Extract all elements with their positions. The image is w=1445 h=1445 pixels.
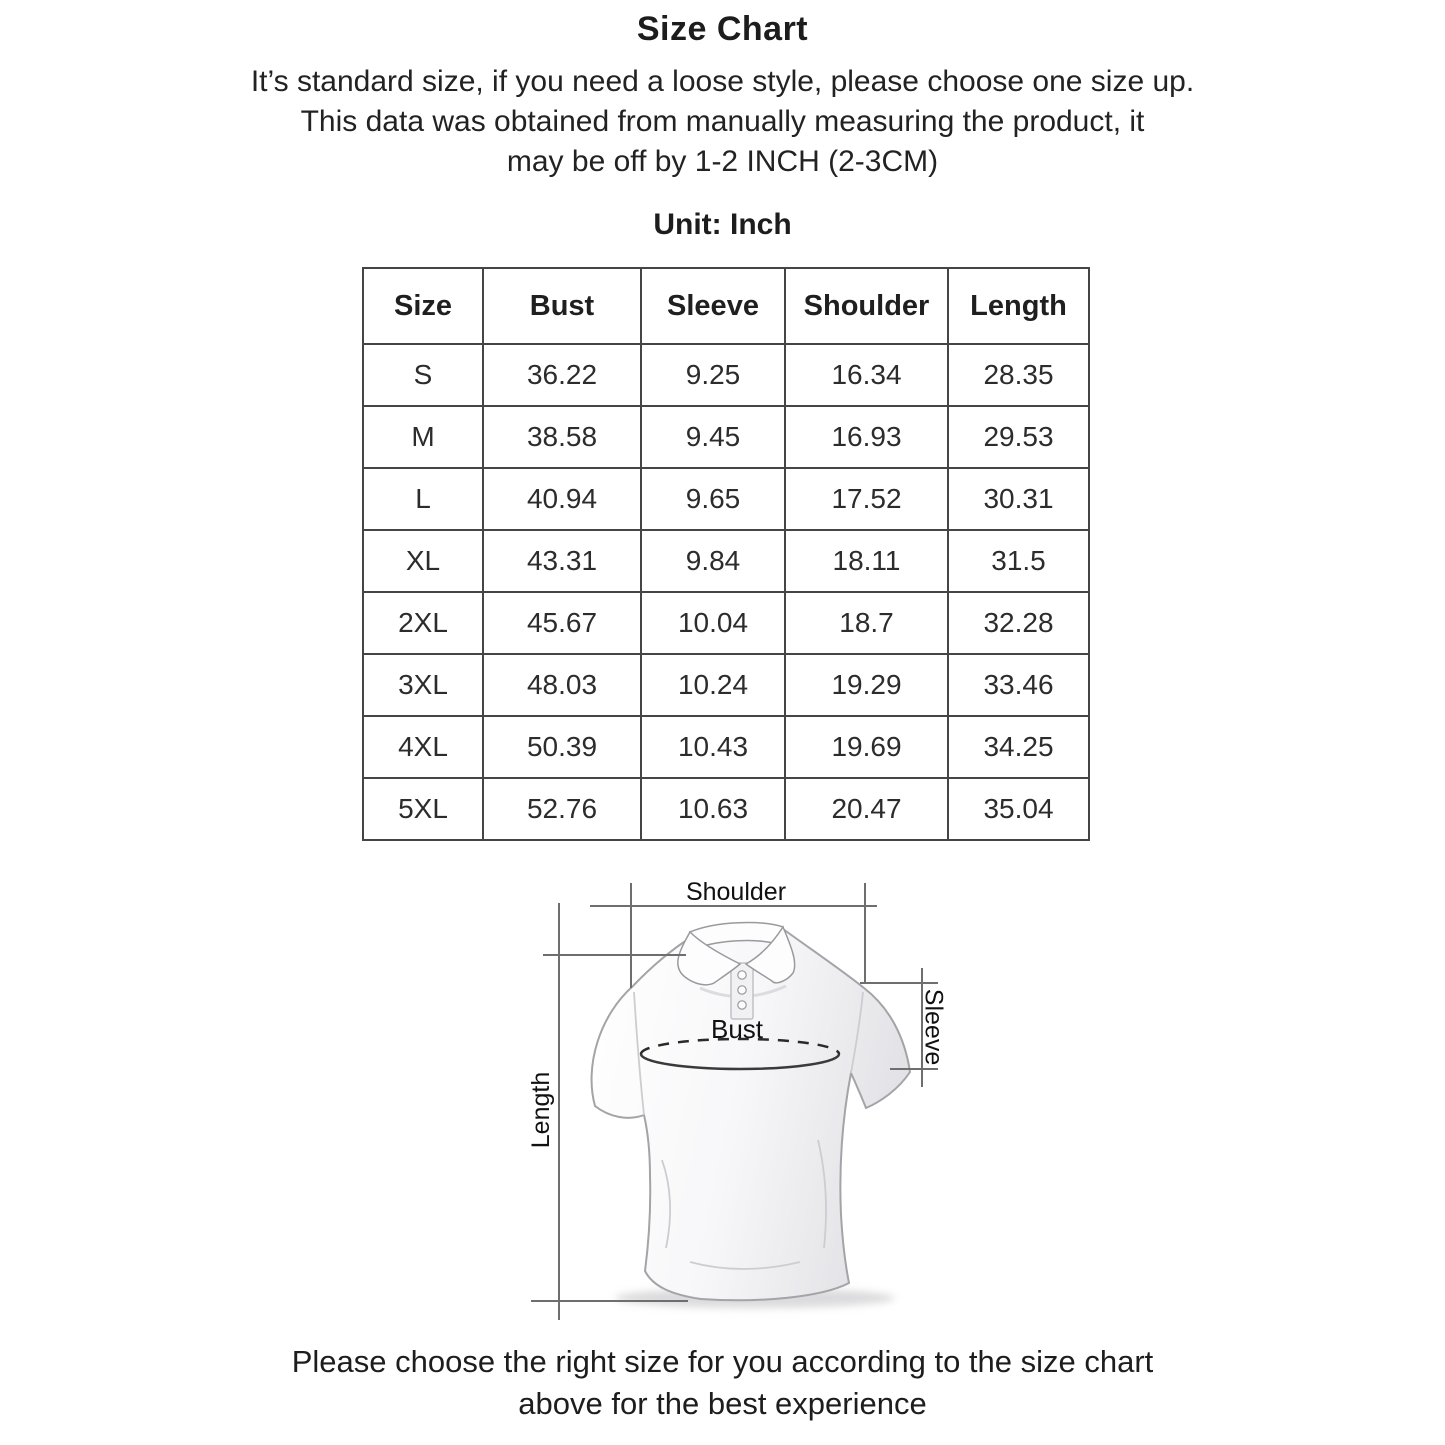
polo-shirt-illustration bbox=[592, 923, 910, 1301]
table-row bbox=[363, 468, 1089, 530]
shirt-buttons bbox=[738, 971, 746, 1009]
intro-line: may be off by 1-2 INCH (2-3CM) bbox=[506, 145, 939, 178]
measurement-cell: 10.24 bbox=[641, 654, 785, 716]
table-row bbox=[363, 592, 1089, 654]
size-cell: 3XL bbox=[363, 654, 483, 716]
intro-line: This data was obtained from manually measuring the product, it bbox=[300, 105, 1145, 138]
shoulder-label: Shoulder bbox=[685, 878, 787, 906]
unit-label: Unit: Inch bbox=[653, 208, 792, 241]
measurement-cell: 36.22 bbox=[483, 344, 641, 406]
footer-line: Please choose the right size for you according to the size chart bbox=[291, 1344, 1154, 1379]
measurement-cell: 38.58 bbox=[483, 406, 641, 468]
measurement-cell: 9.84 bbox=[641, 530, 785, 592]
measurement-cell: 45.67 bbox=[483, 592, 641, 654]
measurement-cell: 33.46 bbox=[948, 654, 1089, 716]
size-cell: M bbox=[363, 406, 483, 468]
shirt-measurement-diagram bbox=[495, 860, 965, 1340]
table-row bbox=[363, 406, 1089, 468]
measurement-cell: 19.69 bbox=[785, 716, 948, 778]
measurement-cell: 10.63 bbox=[641, 778, 785, 840]
measurement-cell: 50.39 bbox=[483, 716, 641, 778]
column-header-size: Size bbox=[363, 268, 483, 344]
table-row bbox=[363, 654, 1089, 716]
size-cell: 2XL bbox=[363, 592, 483, 654]
table-row bbox=[363, 716, 1089, 778]
size-cell: L bbox=[363, 468, 483, 530]
table-row bbox=[363, 530, 1089, 592]
measurement-cell: 31.5 bbox=[948, 530, 1089, 592]
length-label: Length bbox=[526, 1071, 555, 1149]
measurement-cell: 35.04 bbox=[948, 778, 1089, 840]
size-cell: XL bbox=[363, 530, 483, 592]
measurement-cell: 19.29 bbox=[785, 654, 948, 716]
measurement-cell: 30.31 bbox=[948, 468, 1089, 530]
measurement-cell: 34.25 bbox=[948, 716, 1089, 778]
measurement-cell: 9.45 bbox=[641, 406, 785, 468]
table-row bbox=[363, 778, 1089, 840]
size-table bbox=[362, 267, 1090, 841]
measurement-cell: 48.03 bbox=[483, 654, 641, 716]
table-row bbox=[363, 344, 1089, 406]
measurement-cell: 43.31 bbox=[483, 530, 641, 592]
measurement-cell: 20.47 bbox=[785, 778, 948, 840]
column-header-bust: Bust bbox=[483, 268, 641, 344]
measurement-cell: 9.65 bbox=[641, 468, 785, 530]
column-header-length: Length bbox=[948, 268, 1089, 344]
page-title: Size Chart bbox=[636, 10, 809, 48]
sleeve-label: Sleeve bbox=[919, 988, 948, 1066]
footer-line: above for the best experience bbox=[518, 1386, 927, 1421]
size-cell: 4XL bbox=[363, 716, 483, 778]
measurement-cell: 29.53 bbox=[948, 406, 1089, 468]
table-header-row bbox=[363, 268, 1089, 344]
footer-note bbox=[0, 1341, 1445, 1425]
measurement-cell: 32.28 bbox=[948, 592, 1089, 654]
measurement-cell: 40.94 bbox=[483, 468, 641, 530]
measurement-cell: 9.25 bbox=[641, 344, 785, 406]
measurement-cell: 10.04 bbox=[641, 592, 785, 654]
measurement-cell: 28.35 bbox=[948, 344, 1089, 406]
column-header-shoulder: Shoulder bbox=[785, 268, 948, 344]
measurement-cell: 18.11 bbox=[785, 530, 948, 592]
intro-text bbox=[0, 62, 1445, 182]
column-header-sleeve: Sleeve bbox=[641, 268, 785, 344]
measurement-cell: 52.76 bbox=[483, 778, 641, 840]
bust-label: Bust bbox=[710, 1014, 764, 1044]
measurement-cell: 10.43 bbox=[641, 716, 785, 778]
size-cell: S bbox=[363, 344, 483, 406]
intro-line: It’s standard size, if you need a loose style, please choose one size up. bbox=[250, 65, 1195, 98]
measurement-cell: 17.52 bbox=[785, 468, 948, 530]
measurement-cell: 16.34 bbox=[785, 344, 948, 406]
measurement-cell: 18.7 bbox=[785, 592, 948, 654]
size-cell: 5XL bbox=[363, 778, 483, 840]
measurement-cell: 16.93 bbox=[785, 406, 948, 468]
